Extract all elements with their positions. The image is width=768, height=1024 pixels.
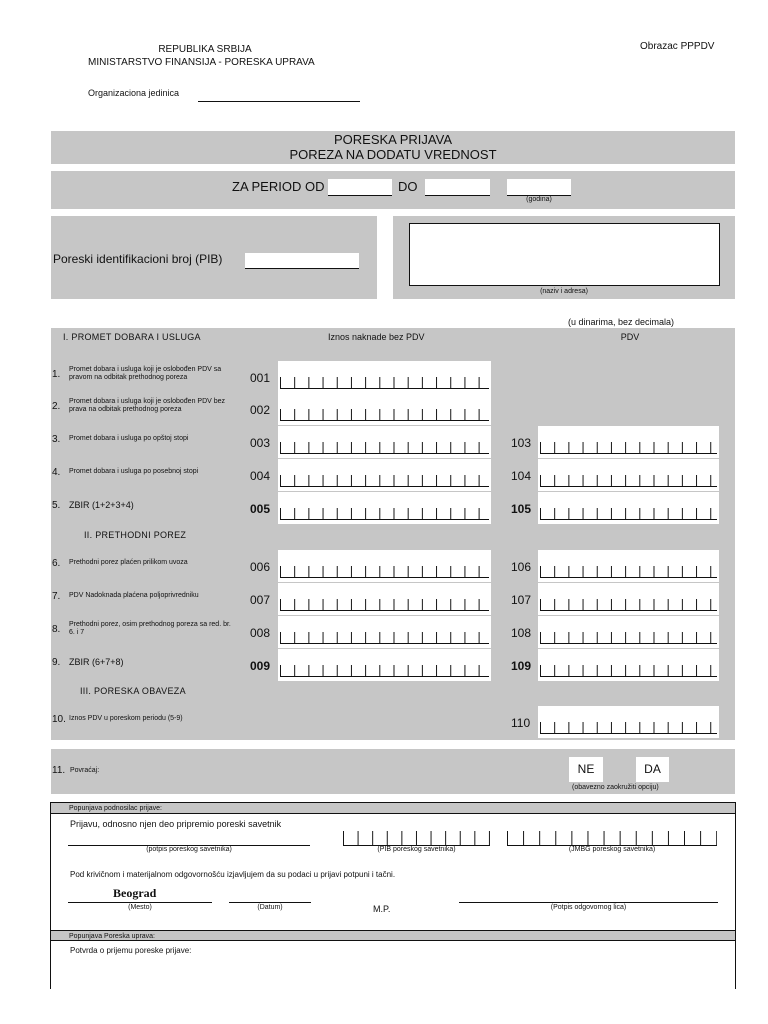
vat-field-code: 103: [511, 436, 532, 450]
base-field-code: 003: [250, 436, 271, 450]
digit-boxes: [540, 665, 717, 677]
advisor-jmbg-caption: (JMBG poreskog savetnika): [568, 846, 656, 853]
ministry-name: MINISTARSTVO FINANSIJA - PORESKA UPRAVA: [88, 57, 315, 68]
refund-number: 11.: [52, 765, 66, 776]
base-field-code: 009: [250, 659, 271, 673]
vat-field-code: 105: [511, 502, 532, 516]
address-caption: (naziv i adresa): [540, 288, 588, 295]
responsible-signature-caption: (Potpis odgovornog lica): [550, 904, 627, 911]
advisor-signature-caption: (potpis poreskog savetnika): [146, 846, 232, 853]
digit-boxes: [540, 599, 717, 611]
vat-amount-field[interactable]: [538, 492, 719, 524]
row-number: 5.: [52, 500, 61, 511]
vat-amount-field[interactable]: [538, 550, 719, 582]
vat-field-code: 109: [511, 659, 532, 673]
advisor-text: Prijavu, odnosno njen deo pripremio poreski savetnik: [70, 819, 282, 829]
filer-heading: Popunjava podnosilac prijave:: [51, 803, 735, 814]
period-to-label: DO: [398, 179, 418, 194]
digit-boxes: [280, 377, 489, 389]
col-vat-heading: PDV: [620, 332, 640, 342]
digit-boxes: [280, 409, 489, 421]
base-amount-field[interactable]: [278, 492, 491, 524]
row-number: 2.: [52, 401, 61, 412]
refund-yes-option[interactable]: DA: [636, 757, 669, 782]
digit-boxes: [540, 508, 717, 520]
country-name: REPUBLIKA SRBIJA: [158, 44, 252, 55]
row-description: PDV Nadoknada plaćena poljoprivredniku: [69, 592, 199, 599]
row-number: 1.: [52, 369, 61, 380]
base-field-code: 006: [250, 560, 271, 574]
row-number: 9.: [52, 657, 61, 668]
vat-amount-field[interactable]: [538, 426, 719, 458]
row-description: Promet dobara i usluga po opštoj stopi: [69, 435, 189, 442]
base-field-code: 007: [250, 593, 271, 607]
digit-boxes: [280, 665, 489, 677]
digit-boxes: [540, 566, 717, 578]
row-number: 3.: [52, 434, 61, 445]
declaration-text: Pod krivičnom i materijalnom odgovornošću izjavljujem da su podaci u prijavi potpuni i tačni.: [70, 870, 396, 879]
col-base-heading: Iznos naknade bez PDV: [328, 332, 425, 342]
row-number: 7.: [52, 591, 61, 602]
base-amount-field[interactable]: [278, 426, 491, 458]
digit-boxes: [540, 442, 717, 454]
refund-no-option[interactable]: NE: [569, 757, 603, 782]
row-description: Promet dobara i usluga koji je oslobođen PDV sa pravom na odbitak prethodnog poreza: [69, 366, 222, 381]
vat-amount-field[interactable]: [538, 616, 719, 648]
vat-amount-field[interactable]: [538, 649, 719, 681]
org-unit-field[interactable]: [198, 87, 360, 102]
row-description: Promet dobara i usluga koji je oslobođen PDV bez prava na odbitak prethodnog poreza: [69, 398, 226, 413]
name-address-field[interactable]: [409, 223, 720, 286]
base-field-code: 001: [250, 371, 271, 385]
section3-heading: III. PORESKA OBAVEZA: [80, 686, 186, 696]
refund-label: Povraćaj:: [70, 767, 100, 774]
base-amount-field[interactable]: [278, 393, 491, 425]
vat-amount-field[interactable]: [538, 583, 719, 615]
period-to-field[interactable]: [425, 179, 490, 196]
base-amount-field[interactable]: [278, 583, 491, 615]
place-caption: (Mesto): [128, 904, 152, 911]
period-from-label: ZA PERIOD OD: [232, 179, 325, 194]
vat-amount-field[interactable]: [538, 459, 719, 491]
row-description: Prethodni porez, osim prethodnog poreza sa red. br. 6. i 7: [69, 621, 231, 636]
base-field-code: 002: [250, 403, 271, 417]
digit-boxes: [280, 508, 489, 520]
vat-amount-field[interactable]: [538, 706, 719, 738]
stamp-label: M.P.: [373, 904, 391, 914]
year-caption: (godina): [526, 196, 552, 203]
row-description: Promet dobara i usluga po posebnoj stopi: [69, 468, 199, 475]
digit-boxes: [280, 599, 489, 611]
digit-boxes: [280, 475, 489, 487]
place-line[interactable]: [68, 902, 212, 903]
row-number: 8.: [52, 624, 61, 635]
form-code: Obrazac PPPDV: [640, 41, 715, 52]
period-band: [51, 171, 735, 209]
date-caption: (Datum): [257, 904, 283, 911]
section2-heading: II. PRETHODNI POREZ: [84, 530, 187, 540]
vat-field-code: 108: [511, 626, 532, 640]
authority-heading: Popunjava Poreska uprava:: [51, 930, 735, 941]
base-field-code: 005: [250, 502, 271, 516]
row-description: Iznos PDV u poreskom periodu (5-9): [69, 715, 183, 722]
row-description: ZBIR (6+7+8): [69, 657, 124, 667]
digit-boxes: [540, 722, 717, 734]
row-number: 4.: [52, 467, 61, 478]
digit-boxes: [280, 566, 489, 578]
advisor-pib-caption: (PIB poreskog savetnika): [377, 846, 456, 853]
advisor-jmbg-field[interactable]: [507, 831, 717, 846]
row-description: ZBIR (1+2+3+4): [69, 500, 134, 510]
base-field-code: 008: [250, 626, 271, 640]
place-value: Beograd: [113, 886, 157, 900]
period-year-field[interactable]: [507, 179, 571, 196]
period-from-field[interactable]: [328, 179, 392, 196]
base-amount-field[interactable]: [278, 361, 491, 393]
row-description: Prethodni porez plaćen prilikom uvoza: [69, 559, 188, 566]
date-line[interactable]: [229, 902, 311, 903]
currency-note: (u dinarima, bez decimala): [568, 317, 675, 327]
digit-boxes: [540, 475, 717, 487]
base-amount-field[interactable]: [278, 459, 491, 491]
title-line-2: POREZA NA DODATU VREDNOST: [289, 147, 497, 162]
vat-field-code: 106: [511, 560, 532, 574]
vat-field-code: 107: [511, 593, 532, 607]
row-number: 10.: [52, 714, 66, 725]
pib-field[interactable]: [245, 253, 359, 269]
vat-field-code: 110: [511, 716, 531, 730]
form-title: [51, 131, 735, 164]
title-line-1: PORESKA PRIJAVA: [333, 132, 452, 147]
receipt-text: Potvrda o prijemu poreske prijave:: [70, 946, 192, 955]
base-amount-field[interactable]: [278, 649, 491, 681]
vat-field-code: 104: [511, 469, 532, 483]
digit-boxes: [280, 442, 489, 454]
responsible-signature-line[interactable]: [459, 902, 718, 903]
base-field-code: 004: [250, 469, 271, 483]
pib-label: Poreski identifikacioni broj (PIB): [53, 252, 223, 266]
refund-caption: (obavezno zaokružiti opciju): [572, 784, 659, 791]
digit-boxes: [280, 632, 489, 644]
base-amount-field[interactable]: [278, 616, 491, 648]
digit-boxes: [540, 632, 717, 644]
row-number: 6.: [52, 558, 61, 569]
org-unit-label: Organizaciona jedinica: [88, 88, 180, 98]
advisor-pib-field[interactable]: [343, 831, 490, 846]
section1-heading: I. PROMET DOBARA I USLUGA: [63, 332, 201, 342]
base-amount-field[interactable]: [278, 550, 491, 582]
